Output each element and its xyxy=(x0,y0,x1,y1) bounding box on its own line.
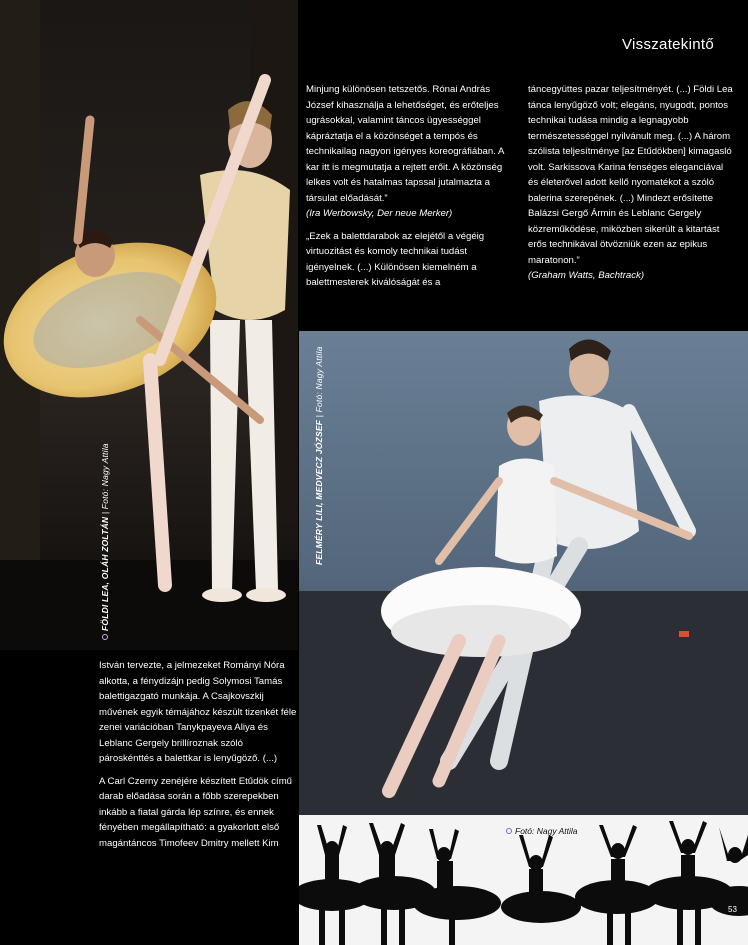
photo-foldi-lea-olah-zoltan xyxy=(0,0,298,650)
text-column-c xyxy=(99,658,298,858)
photo1-caption xyxy=(100,443,110,640)
photo-felmery-lili-medvecz-jozsef xyxy=(299,331,748,815)
paragraph: István tervezte, a jelmezeket Rományi Nóra alkotta, a fénydizájn pedig Solymosi Tamás balettigazgató munkája. A Csajkovszkij művének egyik témájához készült tizenkét féle zenei variációban Tanykpayeva Aliya és Leblanc Gergely brillíroznak szóló pároskénttés a balettkar is lenyűgöző. (...) xyxy=(99,660,297,764)
page-number: 53 xyxy=(728,905,737,914)
paragraph: „Ezek a balettdarabok az elejétől a végéig virtuozitást és komoly technikai tudást igényelnek. (...) Különösen kiemelném a balettmesterek kiválóságát és a xyxy=(306,230,485,288)
quote-source: (Ira Werbowsky, Der neue Merker) xyxy=(306,208,453,219)
paragraph xyxy=(528,82,733,284)
photo1-caption-credit: | Fotó: Nagy Attila xyxy=(100,443,110,517)
photo2-caption-credit: | Fotó: Nagy Attila xyxy=(314,346,324,420)
text-column-a xyxy=(306,82,511,298)
photo1-caption-names: FÖLDI LEA, OLÁH ZOLTÁN xyxy=(100,516,110,631)
caption-bullet-icon xyxy=(102,634,108,640)
photo2-caption xyxy=(314,346,324,565)
section-title: Visszatekintő xyxy=(621,36,714,53)
photo3-caption xyxy=(506,826,578,836)
text-column-b xyxy=(528,82,733,291)
paragraph-text: táncegyüttes pazar teljesítményét. (...) Földi Lea tánca lenyűgöző volt; elegáns, nyugodt, pontos technikai tudása mindig a legnagyobb természetességgel nyilvánult meg. (...) A három szólista teljesítménye [az Etűdökben] kimagasló volt. Sarkissova Karina fenséges eleganciával és életerővel adott kellő nyomatékot a szóló balerina szerepének. (...) Mindezt erősítette Balázsi Gergő Ármin és Leblanc Gergely közreműködése, miközben sikerült a kitartást erős technikával ötvözniük ezen az epikus maratonon.” xyxy=(528,84,733,266)
paragraph-text: Minjung különösen tetszetős. Rónai András József kihasználja a lehetőséget, és erőteljes ugrásokkal, valamint táncos ügyességgel kápráztatja el a közönséget a tempós és technikailag nagyon igényes koreográfiában. A kar itt is megmutatja a rejtett erőit. A közönség lelkes volt és hatalmas tapssal jutalmazta a társulat előadását.” xyxy=(306,84,504,204)
paragraph xyxy=(306,82,511,222)
photo3-caption-credit: Fotó: Nagy Attila xyxy=(515,826,578,836)
quote-source: (Graham Watts, Bachtrack) xyxy=(528,270,645,281)
paragraph: A Carl Czerny zenéjére készített Etűdök című darab előadása során a főbb szerepekben inkább a fiatal gárda lép színre, és ennek fényében megállapítható: a gyakorlott első magántáncos Timofeev Dmitry mellett Kim xyxy=(99,775,293,849)
photo2-caption-names: FELMÉRY LILI, MEDVECZ JÓZSEF xyxy=(314,419,324,565)
caption-bullet-icon xyxy=(506,828,512,834)
